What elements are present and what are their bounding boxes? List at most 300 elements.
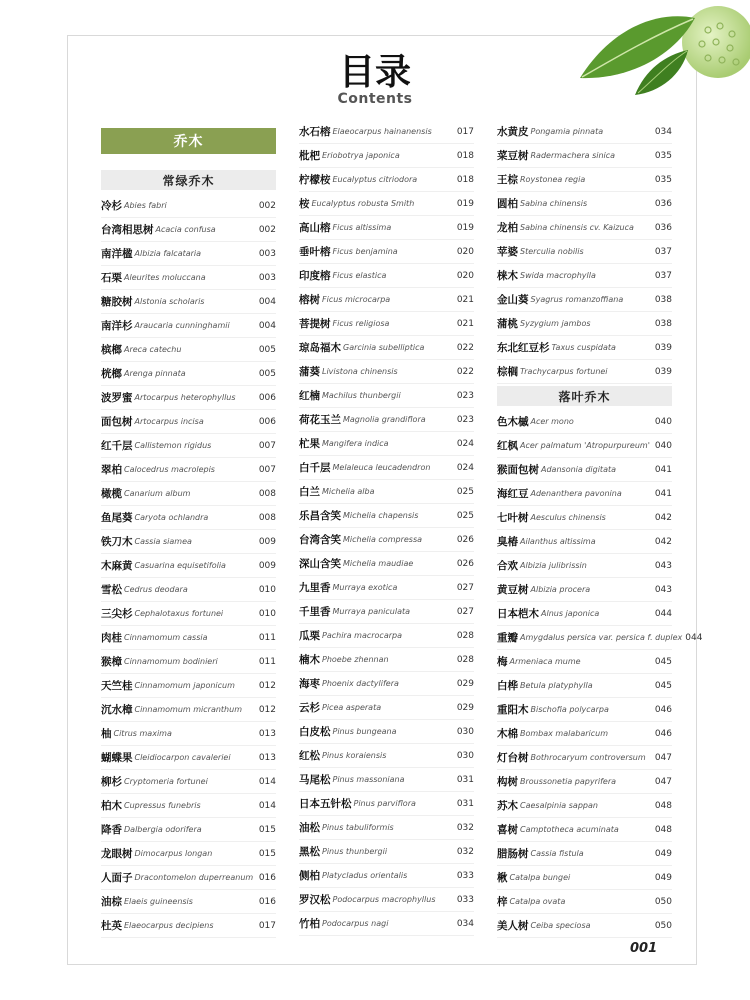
entry-page-number: 008 <box>258 488 276 499</box>
entry-scientific-name: Ficus benjamina <box>332 247 398 256</box>
entry-page-number: 023 <box>456 414 474 425</box>
toc-entry[interactable] <box>299 216 474 240</box>
toc-entry[interactable] <box>101 578 276 602</box>
toc-entry[interactable] <box>101 650 276 674</box>
entry-page-number: 050 <box>654 920 672 931</box>
entry-page-number: 019 <box>456 222 474 233</box>
entry-list <box>101 194 276 938</box>
entry-name: 杧果 <box>299 438 320 450</box>
toc-entry[interactable] <box>497 866 672 890</box>
toc-entry[interactable] <box>299 816 474 840</box>
entry-page-number: 009 <box>258 536 276 547</box>
entry-scientific-name: Ailanthus altissima <box>520 537 596 546</box>
entry-page-number: 009 <box>258 560 276 571</box>
toc-entry[interactable] <box>299 768 474 792</box>
entry-name: 梓 <box>497 896 508 908</box>
entry-scientific-name: Cinnamomum bodinieri <box>124 657 218 666</box>
entry-page-number: 014 <box>258 800 276 811</box>
entry-page-number: 035 <box>654 174 672 185</box>
toc-entry[interactable] <box>497 698 672 722</box>
toc-entry[interactable] <box>101 530 276 554</box>
entry-page-number: 025 <box>456 510 474 521</box>
toc-entry[interactable] <box>497 746 672 770</box>
entry-scientific-name: Podocarpus nagi <box>322 919 389 928</box>
entry-scientific-name: Bothrocaryum controversum <box>530 753 646 762</box>
entry-name: 翠柏 <box>101 464 122 476</box>
entry-page-number: 017 <box>456 126 474 137</box>
entry-scientific-name: Dracontomelon duperreanum <box>134 873 254 882</box>
toc-entry[interactable] <box>299 168 474 192</box>
entry-page-number: 010 <box>258 608 276 619</box>
entry-name: 高山榕 <box>299 222 331 234</box>
toc-entry[interactable] <box>299 792 474 816</box>
entry-page-number: 048 <box>654 800 672 811</box>
entry-name: 日本桤木 <box>497 608 539 620</box>
toc-entry[interactable] <box>497 312 672 336</box>
toc-entry[interactable] <box>299 264 474 288</box>
toc-entry[interactable] <box>299 888 474 912</box>
entry-page-number: 013 <box>258 728 276 739</box>
entry-page-number: 018 <box>456 150 474 161</box>
entry-page-number: 015 <box>258 848 276 859</box>
toc-entry[interactable] <box>497 458 672 482</box>
entry-page-number: 043 <box>654 584 672 595</box>
entry-scientific-name: Betula platyphylla <box>520 681 593 690</box>
entry-page-number: 039 <box>654 342 672 353</box>
entry-name: 苹婆 <box>497 246 518 258</box>
toc-entry[interactable] <box>299 576 474 600</box>
toc-entry[interactable] <box>101 386 276 410</box>
entry-page-number: 042 <box>654 512 672 523</box>
entry-name: 榕树 <box>299 294 320 306</box>
entry-name: 糖胶树 <box>101 296 133 308</box>
entry-scientific-name: Casuarina equisetifolia <box>134 561 226 570</box>
entry-name: 杜英 <box>101 920 122 932</box>
entry-page-number: 047 <box>654 752 672 763</box>
entry-page-number: 033 <box>456 894 474 905</box>
entry-name: 桄榔 <box>101 368 122 380</box>
entry-name: 柠檬桉 <box>299 174 331 186</box>
entry-page-number: 026 <box>456 534 474 545</box>
toc-entry[interactable] <box>497 482 672 506</box>
entry-scientific-name: Acacia confusa <box>155 225 216 234</box>
entry-page-number: 006 <box>258 392 276 403</box>
entry-page-number: 010 <box>258 584 276 595</box>
toc-entry[interactable] <box>101 194 276 218</box>
entry-scientific-name: Alstonia scholaris <box>134 297 205 306</box>
entry-name: 荷花玉兰 <box>299 414 341 426</box>
entry-name: 蒲桃 <box>497 318 518 330</box>
entry-name: 台湾相思树 <box>101 224 154 236</box>
entry-name: 天竺桂 <box>101 680 133 692</box>
toc-entry[interactable] <box>497 578 672 602</box>
entry-scientific-name: Pinus tabuliformis <box>322 823 394 832</box>
entry-scientific-name: Cassia siamea <box>134 537 192 546</box>
entry-page-number: 029 <box>456 678 474 689</box>
entry-name: 枇杷 <box>299 150 320 162</box>
toc-entry[interactable] <box>497 818 672 842</box>
entry-scientific-name: Machilus thunbergii <box>322 391 401 400</box>
entry-page-number: 032 <box>456 822 474 833</box>
entry-name: 蝴蝶果 <box>101 752 133 764</box>
toc-entry[interactable] <box>497 144 672 168</box>
toc-entry[interactable] <box>497 168 672 192</box>
entry-scientific-name: Caesalpinia sappan <box>520 801 598 810</box>
entry-scientific-name: Ceiba speciosa <box>530 921 591 930</box>
entry-scientific-name: Pongamia pinnata <box>530 127 604 136</box>
entry-page-number: 032 <box>456 846 474 857</box>
entry-name: 喜树 <box>497 824 518 836</box>
entry-name: 圆柏 <box>497 198 518 210</box>
entry-name: 竹柏 <box>299 918 320 930</box>
entry-page-number: 037 <box>654 246 672 257</box>
toc-entry[interactable] <box>299 360 474 384</box>
entry-scientific-name: Michelia maudiae <box>343 559 414 568</box>
entry-scientific-name: Melaleuca leucadendron <box>332 463 431 472</box>
entry-scientific-name: Canarium album <box>124 489 191 498</box>
entry-scientific-name: Albizia julibrissin <box>520 561 587 570</box>
entry-name: 黑松 <box>299 846 320 858</box>
toc-entry[interactable] <box>299 120 474 144</box>
toc-entry[interactable] <box>101 362 276 386</box>
toc-entry[interactable] <box>299 696 474 720</box>
toc-entry[interactable] <box>101 914 276 938</box>
entry-name: 色木槭 <box>497 416 529 428</box>
entry-name: 云杉 <box>299 702 320 714</box>
entry-scientific-name: Murraya exotica <box>332 583 398 592</box>
toc-entry[interactable] <box>101 866 276 890</box>
entry-scientific-name: Roystonea regia <box>520 175 586 184</box>
toc-entry[interactable] <box>101 554 276 578</box>
toc-entry[interactable] <box>497 626 703 650</box>
toc-entry[interactable] <box>299 600 474 624</box>
toc-entry[interactable] <box>497 842 672 866</box>
entry-scientific-name: Amygdalus persica var. persica f. duplex <box>520 633 683 642</box>
entry-page-number: 048 <box>654 824 672 835</box>
entry-scientific-name: Pinus parviflora <box>353 799 416 808</box>
toc-column-2 <box>299 120 474 936</box>
entry-name: 降香 <box>101 824 122 836</box>
entry-scientific-name: Trachycarpus fortunei <box>520 367 608 376</box>
entry-name: 红枫 <box>497 440 518 452</box>
entry-page-number: 012 <box>258 680 276 691</box>
entry-scientific-name: Aesculus chinensis <box>530 513 606 522</box>
toc-entry[interactable] <box>101 218 276 242</box>
entry-page-number: 031 <box>456 774 474 785</box>
entry-name: 琼岛福木 <box>299 342 341 354</box>
entry-page-number: 046 <box>654 704 672 715</box>
entry-name: 柚 <box>101 728 112 740</box>
entry-name: 木棉 <box>497 728 518 740</box>
toc-entry[interactable] <box>101 746 276 770</box>
entry-name: 黄豆树 <box>497 584 529 596</box>
entry-page-number: 039 <box>654 366 672 377</box>
entry-scientific-name: Areca catechu <box>124 345 182 354</box>
entry-name: 楠木 <box>299 654 320 666</box>
entry-name: 九里香 <box>299 582 331 594</box>
entry-name: 印度榕 <box>299 270 331 282</box>
toc-entry[interactable] <box>497 288 672 312</box>
entry-name: 铁刀木 <box>101 536 133 548</box>
entry-name: 三尖杉 <box>101 608 133 620</box>
entry-name: 橄榄 <box>101 488 122 500</box>
entry-scientific-name: Pinus koraiensis <box>322 751 387 760</box>
toc-entry[interactable] <box>299 864 474 888</box>
entry-page-number: 014 <box>258 776 276 787</box>
entry-page-number: 021 <box>456 318 474 329</box>
toc-entry[interactable] <box>299 912 474 936</box>
entry-name: 猴樟 <box>101 656 122 668</box>
entry-scientific-name: Pinus bungeana <box>332 727 397 736</box>
subsection-header: 落叶乔木 <box>497 386 672 406</box>
toc-entry[interactable] <box>101 266 276 290</box>
toc-entry[interactable] <box>299 672 474 696</box>
entry-name: 蒲葵 <box>299 366 320 378</box>
entry-scientific-name: Catalpa ovata <box>509 897 566 906</box>
toc-entry[interactable] <box>299 144 474 168</box>
toc-entry[interactable] <box>299 336 474 360</box>
toc-entry[interactable] <box>497 336 672 360</box>
entry-page-number: 023 <box>456 390 474 401</box>
toc-entry[interactable] <box>497 120 672 144</box>
entry-scientific-name: Acer mono <box>530 417 574 426</box>
toc-entry[interactable] <box>497 506 672 530</box>
toc-entry[interactable] <box>101 794 276 818</box>
entry-page-number: 024 <box>456 462 474 473</box>
entry-page-number: 041 <box>654 464 672 475</box>
entry-page-number: 035 <box>654 150 672 161</box>
entry-page-number: 007 <box>258 440 276 451</box>
entry-page-number: 028 <box>456 654 474 665</box>
toc-entry[interactable] <box>299 432 474 456</box>
entry-name: 雪松 <box>101 584 122 596</box>
toc-entry[interactable] <box>497 554 672 578</box>
entry-scientific-name: Pinus thunbergii <box>322 847 388 856</box>
toc-entry[interactable] <box>497 410 672 434</box>
entry-page-number: 018 <box>456 174 474 185</box>
entry-scientific-name: Caryota ochlandra <box>134 513 209 522</box>
entry-page-number: 030 <box>456 726 474 737</box>
toc-entry[interactable] <box>497 216 672 240</box>
toc-entry[interactable] <box>101 410 276 434</box>
toc-entry[interactable] <box>101 674 276 698</box>
entry-scientific-name: Michelia chapensis <box>343 511 419 520</box>
toc-entry[interactable] <box>101 842 276 866</box>
toc-entry[interactable] <box>101 434 276 458</box>
entry-name: 罗汉松 <box>299 894 331 906</box>
entry-page-number: 008 <box>258 512 276 523</box>
entry-scientific-name: Eriobotrya japonica <box>322 151 400 160</box>
entry-name: 鱼尾葵 <box>101 512 133 524</box>
entry-name: 构树 <box>497 776 518 788</box>
toc-entry[interactable] <box>497 890 672 914</box>
entry-scientific-name: Elaeocarpus decipiens <box>124 921 214 930</box>
entry-page-number: 025 <box>456 486 474 497</box>
entry-scientific-name: Radermachera sinica <box>530 151 616 160</box>
entry-name: 日本五针松 <box>299 798 352 810</box>
entry-name: 红楠 <box>299 390 320 402</box>
toc-entry[interactable] <box>101 602 276 626</box>
toc-entry[interactable] <box>101 482 276 506</box>
toc-entry[interactable] <box>101 722 276 746</box>
toc-entry[interactable] <box>299 312 474 336</box>
toc-entry[interactable] <box>497 434 672 458</box>
entry-name: 合欢 <box>497 560 518 572</box>
page-subtitle: Contents <box>337 91 413 107</box>
entry-scientific-name: Livistona chinensis <box>322 367 398 376</box>
entry-name: 美人树 <box>497 920 529 932</box>
entry-name: 桉 <box>299 198 310 210</box>
entry-page-number: 012 <box>258 704 276 715</box>
entry-name: 人面子 <box>101 872 133 884</box>
entry-name: 白皮松 <box>299 726 331 738</box>
entry-name: 腊肠树 <box>497 848 529 860</box>
entry-page-number: 024 <box>456 438 474 449</box>
entry-name: 南洋杉 <box>101 320 133 332</box>
entry-name: 龙柏 <box>497 222 518 234</box>
entry-name: 菜豆树 <box>497 150 529 162</box>
toc-entry[interactable] <box>497 794 672 818</box>
entry-scientific-name: Camptotheca acuminata <box>520 825 619 834</box>
entry-name: 白兰 <box>299 486 320 498</box>
toc-entry[interactable] <box>497 264 672 288</box>
toc-entry[interactable] <box>299 192 474 216</box>
toc-entry[interactable] <box>497 602 672 626</box>
entry-name: 重瓣 <box>497 632 518 644</box>
entry-scientific-name: Picea asperata <box>322 703 382 712</box>
entry-name: 菩提树 <box>299 318 331 330</box>
entry-scientific-name: Bischofia polycarpa <box>530 705 609 714</box>
toc-entry[interactable] <box>497 674 672 698</box>
entry-page-number: 028 <box>456 630 474 641</box>
toc-entry[interactable] <box>299 240 474 264</box>
entry-scientific-name: Eucalyptus citriodora <box>332 175 418 184</box>
entry-page-number: 027 <box>456 582 474 593</box>
entry-page-number: 045 <box>654 656 672 667</box>
entry-page-number: 047 <box>654 776 672 787</box>
toc-entry[interactable] <box>101 890 276 914</box>
toc-entry[interactable] <box>101 338 276 362</box>
entry-name: 灯台树 <box>497 752 529 764</box>
entry-name: 猴面包树 <box>497 464 539 476</box>
toc-entry[interactable] <box>101 506 276 530</box>
entry-scientific-name: Citrus maxima <box>113 729 172 738</box>
toc-entry[interactable] <box>101 458 276 482</box>
toc-entry[interactable] <box>299 504 474 528</box>
toc-entry[interactable] <box>299 288 474 312</box>
entry-name: 棕榈 <box>497 366 518 378</box>
toc-entry[interactable] <box>299 624 474 648</box>
entry-scientific-name: Phoebe zhennan <box>322 655 389 664</box>
entry-scientific-name: Acer palmatum 'Atropurpureum' <box>520 441 650 450</box>
entry-scientific-name: Dimocarpus longan <box>134 849 213 858</box>
entry-scientific-name: Araucaria cunninghamii <box>134 321 230 330</box>
toc-entry[interactable] <box>497 914 672 938</box>
entry-page-number: 005 <box>258 344 276 355</box>
entry-page-number: 013 <box>258 752 276 763</box>
entry-scientific-name: Magnolia grandiflora <box>343 415 426 424</box>
entry-scientific-name: Phoenix dactylifera <box>322 679 399 688</box>
entry-scientific-name: Alnus japonica <box>541 609 600 618</box>
toc-entry[interactable] <box>299 552 474 576</box>
entry-page-number: 006 <box>258 416 276 427</box>
toc-entry[interactable] <box>101 818 276 842</box>
entry-name: 龙眼树 <box>101 848 133 860</box>
entry-page-number: 020 <box>456 246 474 257</box>
toc-entry[interactable] <box>497 192 672 216</box>
entry-scientific-name: Ficus elastica <box>332 271 387 280</box>
toc-entry[interactable] <box>497 530 672 554</box>
entry-page-number: 019 <box>456 198 474 209</box>
entry-name: 乐昌含笑 <box>299 510 341 522</box>
toc-entry[interactable] <box>101 698 276 722</box>
toc-entry[interactable] <box>299 480 474 504</box>
entry-scientific-name: Cedrus deodara <box>124 585 188 594</box>
entry-scientific-name: Albizia falcataria <box>134 249 202 258</box>
entry-name: 油棕 <box>101 896 122 908</box>
entry-name: 王棕 <box>497 174 518 186</box>
entry-name: 槟榔 <box>101 344 122 356</box>
entry-name: 水黄皮 <box>497 126 529 138</box>
entry-page-number: 022 <box>456 342 474 353</box>
entry-name: 柏木 <box>101 800 122 812</box>
entry-page-number: 004 <box>258 320 276 331</box>
toc-entry[interactable] <box>497 770 672 794</box>
entry-scientific-name: Sabina chinensis <box>520 199 588 208</box>
entry-scientific-name: Pinus massoniana <box>332 775 405 784</box>
entry-name: 油松 <box>299 822 320 834</box>
toc-entry[interactable] <box>497 650 672 674</box>
toc-entry[interactable] <box>299 408 474 432</box>
entry-page-number: 017 <box>258 920 276 931</box>
entry-name: 深山含笑 <box>299 558 341 570</box>
entry-name: 臭椿 <box>497 536 518 548</box>
entry-page-number: 045 <box>654 680 672 691</box>
toc-entry[interactable] <box>497 240 672 264</box>
entry-page-number: 036 <box>654 222 672 233</box>
toc-entry[interactable] <box>497 360 672 384</box>
toc-entry[interactable] <box>101 290 276 314</box>
entry-scientific-name: Murraya paniculata <box>332 607 411 616</box>
entry-scientific-name: Armeniaca mume <box>509 657 581 666</box>
toc-entry[interactable] <box>299 840 474 864</box>
entry-scientific-name: Taxus cuspidata <box>551 343 616 352</box>
entry-scientific-name: Michelia compressa <box>343 535 423 544</box>
entry-scientific-name: Cinnamomum japonicum <box>134 681 235 690</box>
toc-entry[interactable] <box>101 242 276 266</box>
entry-page-number: 049 <box>654 848 672 859</box>
toc-entry[interactable] <box>101 626 276 650</box>
toc-entry[interactable] <box>299 384 474 408</box>
entry-scientific-name: Broussonetia papyrifera <box>520 777 617 786</box>
entry-scientific-name: Callistemon rigidus <box>134 441 212 450</box>
toc-entry[interactable] <box>101 314 276 338</box>
entry-scientific-name: Adansonia digitata <box>541 465 617 474</box>
entry-scientific-name: Cupressus funebris <box>124 801 201 810</box>
toc-entry[interactable] <box>299 456 474 480</box>
entry-name: 红松 <box>299 750 320 762</box>
toc-entry[interactable] <box>299 720 474 744</box>
toc-entry[interactable] <box>299 744 474 768</box>
entry-name: 石栗 <box>101 272 122 284</box>
toc-entry[interactable] <box>101 770 276 794</box>
entry-name: 东北红豆杉 <box>497 342 550 354</box>
entry-page-number: 031 <box>456 798 474 809</box>
toc-entry[interactable] <box>497 722 672 746</box>
toc-entry[interactable] <box>299 528 474 552</box>
toc-entry[interactable] <box>299 648 474 672</box>
entry-page-number: 004 <box>258 296 276 307</box>
